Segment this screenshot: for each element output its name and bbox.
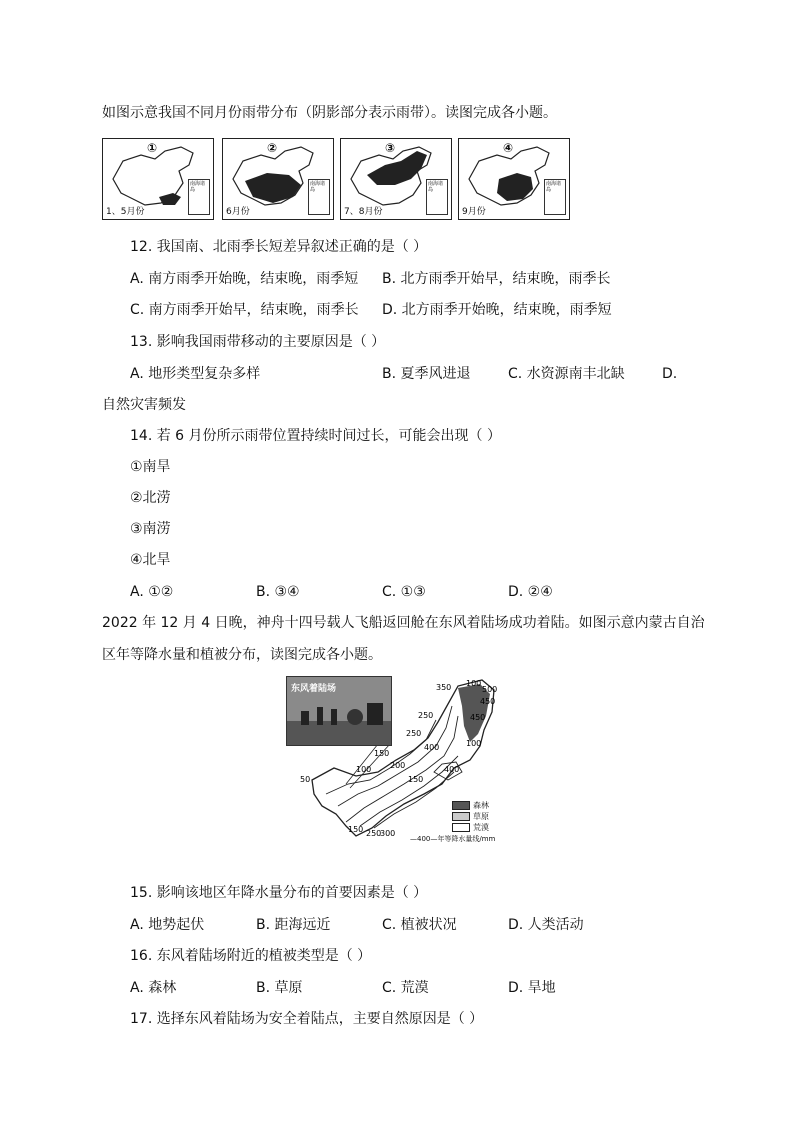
q14-item: ②北涝 <box>130 490 171 506</box>
contour-label: 300 <box>380 829 396 838</box>
contour-label: 100 <box>466 739 482 748</box>
q15-option-d: D. 人类活动 <box>508 917 584 933</box>
map-label: 9月份 <box>462 207 486 217</box>
contour-label: 450 <box>480 697 496 706</box>
q14-item: ①南旱 <box>130 459 171 475</box>
legend-desert <box>452 822 489 833</box>
legend-label: 森林 <box>473 801 489 810</box>
map-2 <box>222 138 334 220</box>
q14-option-d: D. ②④ <box>508 584 553 600</box>
contour-label: 400 <box>424 743 440 752</box>
q15-stem: 15. 影响该地区年降水量分布的首要因素是（ ） <box>130 885 428 901</box>
contour-label: 250 <box>418 711 434 720</box>
map-num: ④ <box>503 141 514 155</box>
q12-option-b: B. 北方雨季开始早，结束晚，雨季长 <box>382 271 611 287</box>
legend-grassland <box>452 811 489 822</box>
q14-option-b: B. ③④ <box>256 584 300 600</box>
rainbelt-maps <box>102 138 602 220</box>
q16-option-a: A. 森林 <box>130 980 177 996</box>
inset-south-sea <box>308 179 330 215</box>
map-num: ① <box>147 141 158 155</box>
q16-stem: 16. 东风着陆场附近的植被类型是（ ） <box>130 948 372 964</box>
inset-title: 南海诸岛 <box>310 181 326 193</box>
q14-stem: 14. 若 6 月份所示雨带位置持续时间过长，可能会出现（ ） <box>130 428 501 444</box>
contour-label: 150 <box>374 749 390 758</box>
q13-option-d: D. <box>662 366 678 382</box>
inset-title: 南海诸岛 <box>190 181 206 193</box>
landing-site-photo <box>286 676 392 746</box>
legend-label: 荒漠 <box>473 823 489 832</box>
intro-text-landing-cont: 区年等降水量和植被分布，读图完成各小题。 <box>102 647 382 663</box>
contour-label: 350 <box>436 683 452 692</box>
q17-stem: 17. 选择东风着陆场为安全着陆点，主要自然原因是（ ） <box>130 1011 484 1027</box>
legend-label: 草原 <box>473 812 489 821</box>
photo-title: 东风着陆场 <box>291 684 337 694</box>
q16-option-d: D. 旱地 <box>508 980 556 996</box>
q12-stem: 12. 我国南、北雨季长短差异叙述正确的是（ ） <box>130 239 428 255</box>
contour-label: 150 <box>408 775 424 784</box>
q14-item: ③南涝 <box>130 521 171 537</box>
q13-option-b: B. 夏季风进退 <box>382 366 471 382</box>
map-label: 6月份 <box>226 207 250 217</box>
inset-south-sea <box>188 179 210 215</box>
swatch-forest <box>452 801 470 810</box>
map-label: 1、5月份 <box>106 207 145 217</box>
map-num: ② <box>267 141 278 155</box>
contour-label: 500 <box>482 685 498 694</box>
q12-option-c: C. 南方雨季开始早，结束晚，雨季长 <box>130 302 359 318</box>
map-label: 7、8月份 <box>344 207 383 217</box>
q15-option-b: B. 距海远近 <box>256 917 331 933</box>
contour-label: 200 <box>390 761 406 770</box>
intro-text-rainbelt: 如图示意我国不同月份雨带分布（阴影部分表示雨带）。读图完成各小题。 <box>102 105 557 121</box>
swatch-grassland <box>452 812 470 821</box>
q16-option-b: B. 草原 <box>256 980 303 996</box>
legend-forest <box>452 800 489 811</box>
q13-option-a: A. 地形类型复杂多样 <box>130 366 261 382</box>
legend-isohyet: —400—年等降水量线/mm <box>410 835 496 843</box>
inset-title: 南海诸岛 <box>428 181 444 193</box>
q13-option-c: C. 水资源南丰北缺 <box>508 366 625 382</box>
map-3 <box>340 138 452 220</box>
q12-option-a: A. 南方雨季开始晚，结束晚，雨季短 <box>130 271 359 287</box>
inset-title: 南海诸岛 <box>546 181 562 193</box>
map-4 <box>458 138 570 220</box>
q16-option-c: C. 荒漠 <box>382 980 429 996</box>
inset-south-sea <box>544 179 566 215</box>
contour-label: 250 <box>366 829 382 838</box>
contour-label: 50 <box>300 775 311 784</box>
contour-label: 100 <box>356 765 372 774</box>
map-1 <box>102 138 214 220</box>
q13-stem: 13. 影响我国雨带移动的主要原因是（ ） <box>130 334 386 350</box>
intro-text-landing: 2022 年 12 月 4 日晚，神舟十四号载人飞船返回舱在东风着陆场成功着陆。如图示意内蒙古自治 <box>102 615 705 631</box>
inset-south-sea <box>426 179 448 215</box>
swatch-desert <box>452 823 470 832</box>
map-num: ③ <box>385 141 396 155</box>
q13-option-d-text: 自然灾害频发 <box>102 397 186 413</box>
q14-item: ④北旱 <box>130 552 171 568</box>
q14-option-a: A. ①② <box>130 584 174 600</box>
contour-label: 400 <box>444 765 460 774</box>
contour-label: 250 <box>406 729 422 738</box>
contour-label: 150 <box>348 825 364 834</box>
q12-option-d: D. 北方雨季开始晚，结束晚，雨季短 <box>382 302 612 318</box>
q14-option-c: C. ①③ <box>382 584 426 600</box>
contour-label: 100 <box>466 679 482 688</box>
q15-option-c: C. 植被状况 <box>382 917 457 933</box>
q15-option-a: A. 地势起伏 <box>130 917 205 933</box>
contour-label: 450 <box>470 713 486 722</box>
inner-mongolia-figure <box>286 676 510 848</box>
